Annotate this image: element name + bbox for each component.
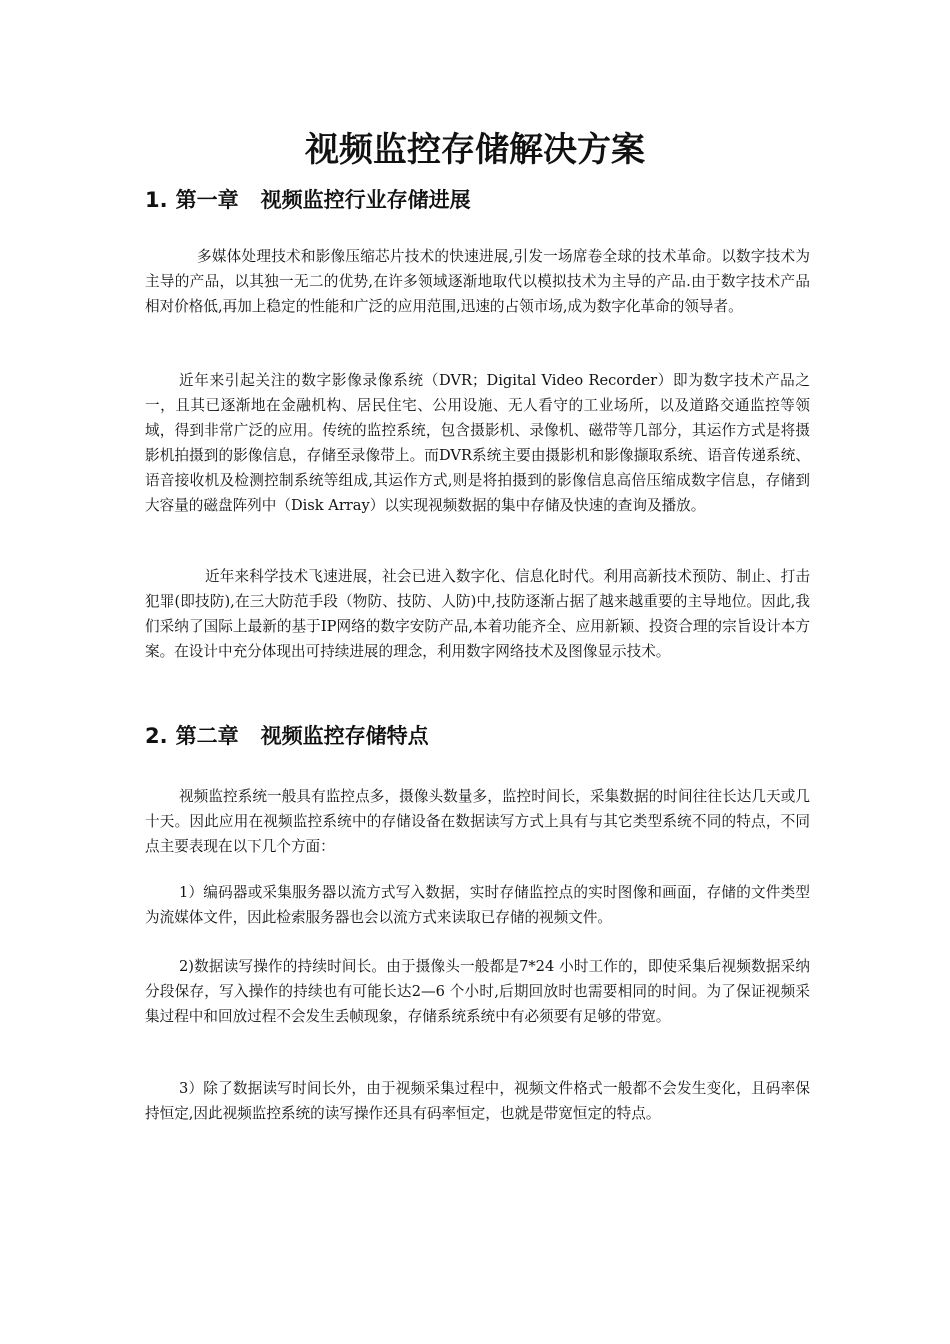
paragraph: 视频监控系统一般具有监控点多，摄像头数量多，监控时间长，采集数据的时间往往长达几天或几十天。因此应用在视频监控系统中的存储设备在数据读写方式上具有与其它类型系统不同的特点，不同点主要表现在以下几个方面：	[145, 788, 810, 855]
chapter-1-label: 第一章	[175, 188, 239, 212]
chapter-2-title: 视频监控存储特点	[260, 724, 429, 748]
chapter-1-heading	[145, 186, 471, 214]
chapter-2-number: 2.	[145, 724, 168, 748]
paragraph: 近年来引起关注的数字影像录像系统（DVR；Digital Video Recorder）即为数字技术产品之一，且其已逐渐地在金融机构、居民住宅、公用设施、无人看守的工业场所，以及道路交通监控等领域，得到非常广泛的应用。传统的监控系统，包含摄影机、录像机、磁带等几部分，其运作方式是将摄影机拍摄到的影像信息，存储至录像带上。而DVR系统主要由摄影机和影像撷取系统、语音传递系统、语音接收机及检测控制系统等组成,其运作方式,则是将拍摄到的影像信息高倍压缩成数字信息，存储到大容量的磁盘阵列中（Disk Array）以实现视频数据的集中存储及快速的查询及播放。	[145, 372, 810, 514]
paragraph: 1）编码器或采集服务器以流方式写入数据，实时存储监控点的实时图像和画面，存储的文件类型为流媒体文件，因此检索服务器也会以流方式来读取已存储的视频文件。	[145, 884, 810, 926]
chapter-2-label: 第二章	[175, 724, 239, 748]
chapter-1-number: 1.	[145, 188, 168, 212]
chapter-2-heading	[145, 722, 429, 750]
paragraph: 近年来科学技术飞速进展，社会已进入数字化、信息化时代。利用高新技术预防、制止、打击犯罪(即技防),在三大防范手段（物防、技防、人防)中,技防逐渐占据了越来越重要的主导地位。因此,我们采纳了国际上最新的基于IP网络的数字安防产品,本着功能齐全、应用新颖、投资合理的宗旨设计本方案。在设计中充分体现出可持续进展的理念，利用数字网络技术及图像显示技术。	[145, 568, 810, 660]
paragraph: 3）除了数据读写时间长外，由于视频采集过程中，视频文件格式一般都不会发生变化，且码率保持恒定,因此视频监控系统的读写操作还具有码率恒定，也就是带宽恒定的特点。	[145, 1080, 810, 1122]
paragraph: 多媒体处理技术和影像压缩芯片技术的快速进展,引发一场席卷全球的技术革命。以数字技术为主导的产品，以其独一无二的优势,在许多领域逐渐地取代以模拟技术为主导的产品.由于数字技术产品相对价格低,再加上稳定的性能和广泛的应用范围,迅速的占领市场,成为数字化革命的领导者。	[145, 248, 810, 315]
document-title: 视频监控存储解决方案	[305, 130, 645, 170]
paragraph: 2)数据读写操作的持续时间长。由于摄像头一般都是7*24 小时工作的，即使采集后视频数据采纳分段保存，写入操作的持续也有可能长达2—6 个小时,后期回放时也需要相同的时间。为了保证视频采集过程中和回放过程不会发生丢帧现象，存储系统系统中有必须要有足够的带宽。	[145, 958, 810, 1025]
chapter-1-title: 视频监控行业存储进展	[260, 188, 471, 212]
